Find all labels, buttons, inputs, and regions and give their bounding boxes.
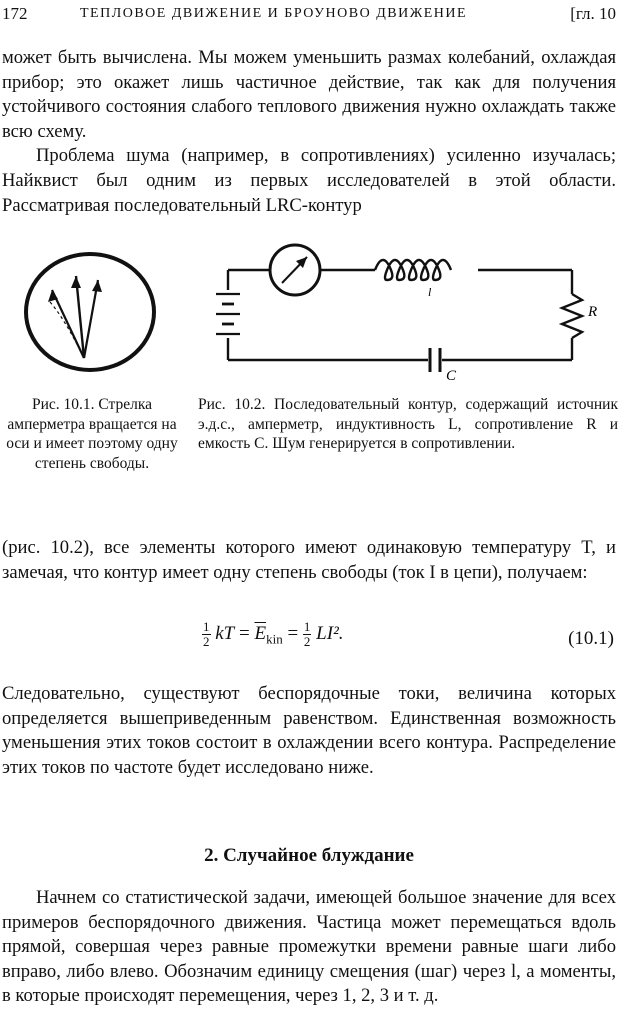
page-number: 172 <box>2 4 28 23</box>
equation-10-1 <box>2 620 616 670</box>
paragraph-3-text: (рис. 10.2), все элементы которого имеют одинаковую температуру T, и замечая, что контур имеет одну степень свободы (ток I в цепи), получаем: <box>2 537 616 583</box>
eq-equals-1: = <box>239 622 250 644</box>
resistor-label: R <box>588 304 598 320</box>
section-heading: 2. Случайное блуждание <box>204 845 414 866</box>
equation-body <box>202 620 344 649</box>
fraction-half-left: $\frac{1}{2}$ <box>203 619 210 649</box>
resistor-zigzag <box>562 294 582 338</box>
eq-equals-2: = <box>287 622 299 644</box>
equation-number: (10.1) <box>568 628 614 649</box>
running-title: ТЕПЛОВОЕ ДВИЖЕНИЕ И БРОУНОВО ДВИЖЕНИЕ <box>80 6 468 21</box>
capacitor-label: C <box>446 368 457 383</box>
figure-10-1-caption: Рис. 10.1. Стрелка амперметра вращается на оси и имеет поэтому одну степень свободы. <box>6 396 178 472</box>
paragraph-1-text: может быть вычислена. Мы можем уменьшить размах колебаний, охлаждая прибор; это окажет лишь частичное действие, так как для получения устойчивого состояния слабого теплового движения нужно охлаждать также всю схему. <box>2 47 616 142</box>
eq-ekin: $\overline{E}$ <box>254 622 267 644</box>
figure-10-1-ammeter-needle <box>12 250 172 375</box>
inductor-label: l <box>428 285 432 299</box>
paragraph-5 <box>2 886 616 1009</box>
paragraph-4 <box>2 682 616 780</box>
fraction-half-right: $\frac{1}{2}$ <box>303 619 311 649</box>
paragraph-5-text: Начнем со статистической задачи, имеющей большое значение для всех примеров беспорядочного движения. Частица может перемещаться вдоль прямой, совершая через равные промежутки времени равные шаги либо вправо, либо влево. Обозначим единицу смещения (шаг) через l, а моменты, в которые происходят перемещения, через 1, 2, 3 и т. д. <box>2 887 616 1007</box>
needle-swing-trace <box>50 302 82 354</box>
paragraph-1 <box>2 46 616 218</box>
figure-10-2-lrc-circuit <box>200 238 620 383</box>
eq-kt: kT <box>215 622 235 644</box>
figure-10-2-caption: Рис. 10.2. Последовательный контур, содержащий источник э.д.с., амперметр, индуктивность L, сопротивление R и емкость C. Шум генерируется в сопротивлении. <box>198 396 618 452</box>
paragraph-3 <box>2 536 616 585</box>
eq-kin-subscript: kin <box>266 631 283 647</box>
needle-right <box>84 280 98 358</box>
paragraph-4-text: Следовательно, существуют беспорядочные токи, величина которых определяется вышеприведенным равенством. Единственная возможность уменьшения этих токов состоит в охлаждении всего контура. Распределение этих токов по частоте будет исследовано ниже. <box>2 683 616 778</box>
paragraph-2-text: Проблема шума (например, в сопротивлениях) усиленно изучалась; Найквист был одним из первых исследователей в этой области. Рассматривая последовательный LRC-контур <box>2 145 616 216</box>
eq-li2: LI². <box>316 622 344 644</box>
chapter-marker: [гл. 10 <box>570 4 616 23</box>
running-header <box>2 4 616 30</box>
needle-center-arrowhead <box>71 276 81 288</box>
ammeter-dial-circle <box>26 254 154 370</box>
inductor-coil <box>375 260 451 280</box>
